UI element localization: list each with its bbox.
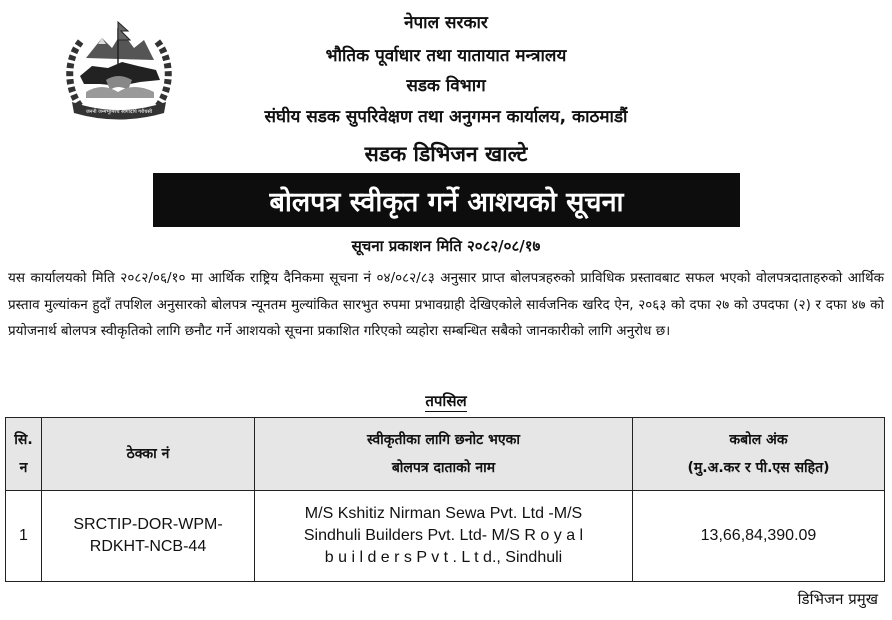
header-ministry: भौतिक पूर्वाधार तथा यातायात मन्त्रालय	[325, 46, 567, 66]
emblem-motto: जननी जन्मभूमिश्च स्वर्गादपि गरीयसी	[85, 109, 153, 115]
cell-bidder-name-line1: M/S Kshitiz Nirman Sewa Pvt. Ltd -M/S	[304, 505, 583, 522]
schedule-heading-text: तपसिल	[425, 392, 467, 410]
header-bidder-name-line1: स्वीकृतीका लागि छनोट भएका	[366, 432, 521, 448]
header-government: नेपाल सरकार	[404, 13, 488, 33]
header-department: सडक विभाग	[406, 76, 486, 96]
header-bid-amount-line1: कबोल अंक	[729, 432, 788, 448]
cell-contract-number-line1: SRCTIP-DOR-WPM-	[73, 516, 223, 533]
cell-bid-amount: 13,66,84,390.09	[633, 491, 885, 582]
header-bid-amount	[633, 418, 885, 491]
cell-contract-number	[42, 491, 255, 582]
header-bidder-name-line2: बोलपत्र दाताको नाम	[391, 460, 496, 476]
header-bid-amount-line2: (मु.अ.कर र पी.एस सहित)	[687, 460, 830, 476]
schedule-heading	[0, 391, 892, 411]
notice-title: बोलपत्र स्वीकृत गर्ने आशयको सूचना	[269, 186, 624, 218]
publication-date: सूचना प्रकाशन मिति २०८२/०८/१७	[351, 237, 541, 255]
cell-bidder-name	[255, 491, 633, 582]
notice-title-banner	[153, 173, 740, 227]
header-serial-number-line1: सि.	[14, 432, 33, 448]
cell-bidder-name-line2: Sindhuli Builders Pvt. Ltd- M/S R o y a l	[303, 527, 584, 544]
header-division: सडक डिभिजन खाल्टे	[364, 142, 528, 166]
signoff-division-chief: डिभिजन प्रमुख	[797, 590, 878, 608]
cell-bidder-name-line3: b u i l d e r s P v t . L t d., Sindhuli	[324, 549, 563, 566]
header-office: संघीय सडक सुपरिवेक्षण तथा अनुगमन कार्यालय, काठमाडौं	[264, 107, 628, 127]
table-row	[6, 491, 885, 582]
header-contract-number: ठेक्का नं	[42, 418, 255, 491]
header-serial-number-line2: न	[19, 460, 28, 476]
header-serial-number	[6, 418, 42, 491]
cell-contract-number-line2: RDKHT-NCB-44	[89, 538, 207, 555]
table-header-row	[6, 418, 885, 491]
cell-serial-number: 1	[6, 491, 42, 582]
header-bidder-name	[255, 418, 633, 491]
notice-body: यस कार्यालयको मिति २०८२/०६/१० मा आर्थिक राष्ट्रिय दैनिकमा सूचना नं ०४/०८२/८३ अनुसार प्राप्त बोलपत्रहरुको प्राविधिक प्रस्तावबाट सफल भएको वोलपत्रदाताहरुको आर्थिक प्रस्ताव मुल्यांकन हुदाँ तपशिल अनुसारको बोलपत्र न्यूनतम मुल्यांकित सारभुत रुपमा प्रभावग्राही देखिएकोले सार्वजनिक खरिद ऐन, २०६३ को दफा २७ को उपदफा (२) र दफा ४७ को प्रयोजनार्थ बोलपत्र स्वीकृतिको लागि छनौट गर्ने आशयको सूचना प्रकाशित गरिएको व्यहोरा सम्बन्धित सबैको जानकारीको लागि अनुरोध छ।	[8, 270, 884, 339]
schedule-table	[5, 417, 885, 582]
